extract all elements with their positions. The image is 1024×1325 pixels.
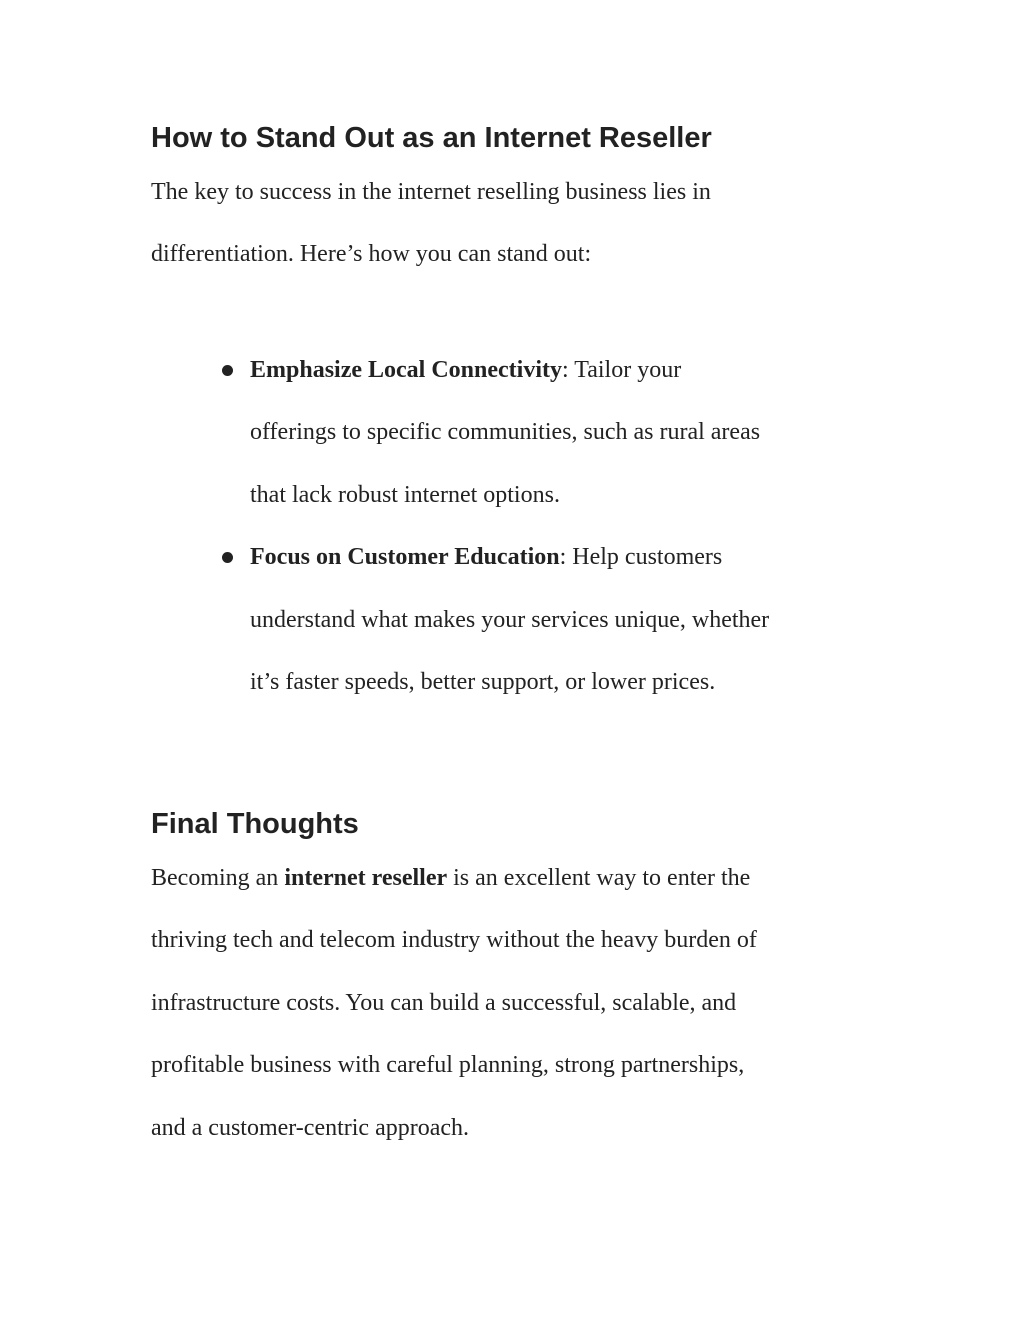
bullet-icon [222, 552, 233, 563]
intro-line: differentiation. Here’s how you can stand out: [151, 241, 592, 268]
section-heading-stand-out: How to Stand Out as an Internet Reseller [151, 122, 712, 154]
final-line: infrastructure costs. You can build a successful, scalable, and [151, 989, 737, 1016]
tips-list [0, 339, 769, 713]
final-line: thriving tech and telecom industry without the heavy burden of [151, 927, 757, 954]
list-item-title: Focus on Customer Education [250, 544, 560, 571]
section-heading-final-thoughts: Final Thoughts [151, 808, 359, 840]
list-item-line: understand what makes your services unique, whether [250, 606, 770, 633]
final-line [151, 847, 757, 909]
list-item-line: it’s faster speeds, better support, or lower prices. [250, 668, 716, 695]
list-item-line: that lack robust internet options. [250, 481, 560, 508]
list-item-desc: : Tailor your [562, 357, 682, 383]
list-item [0, 339, 769, 526]
list-item-text [250, 339, 769, 526]
list-item-desc: : Help customers [559, 544, 723, 571]
final-line: profitable business with careful planning, strong partnerships, [151, 1052, 745, 1079]
final-text: is an excellent way to enter the [447, 865, 751, 891]
emphasis-term: internet reseller [284, 865, 448, 891]
intro-paragraph [151, 161, 711, 286]
bullet-icon [222, 365, 233, 376]
final-line: and a customer-centric approach. [151, 1114, 470, 1141]
list-item-text [250, 526, 769, 713]
intro-line: The key to success in the internet reselling business lies in [151, 179, 711, 205]
list-item-line: offerings to specific communities, such as rural areas [250, 419, 761, 446]
list-item [0, 526, 769, 713]
final-paragraph [151, 847, 757, 1159]
list-item-line [250, 339, 769, 401]
list-item-title: Emphasize Local Connectivity [250, 357, 562, 383]
list-item-line [250, 526, 769, 588]
final-text: Becoming an [151, 865, 285, 891]
